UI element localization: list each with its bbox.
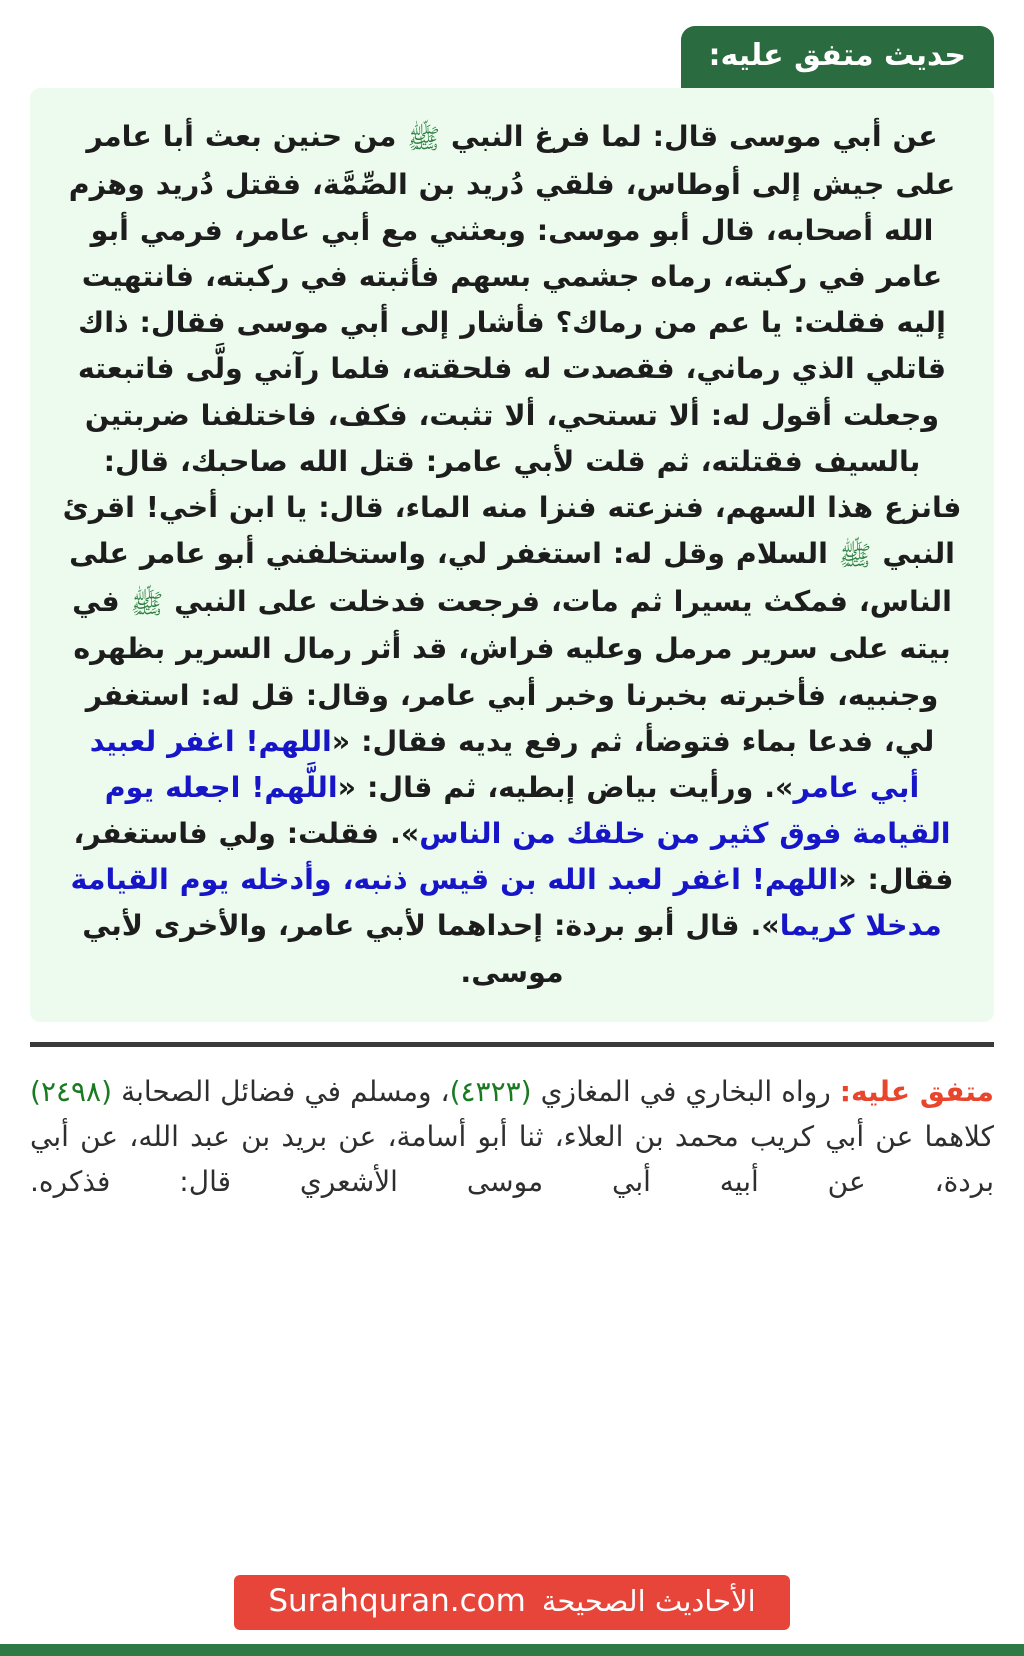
citation-grade-label: متفق عليه: (839, 1074, 994, 1108)
hadith-text-segment: عن أبي موسى قال: لما فرغ النبي (439, 120, 938, 153)
bukhari-reference-number: (٤٣٢٣) (449, 1074, 532, 1108)
citation-part-2: ، ومسلم في فضائل الصحابة (112, 1074, 450, 1108)
hadith-body-text (60, 114, 964, 996)
hadith-grade-badge: حديث متفق عليه: (681, 26, 995, 88)
dua-quotation: اللهم! اغفر لعبد الله بن قيس ذنبه، وأدخله يوم القيامة مدخلا كريما (70, 863, 942, 943)
hadith-text-segment: ». ورأيت بياض إبطيه، ثم قال: « (337, 770, 794, 804)
salawat-icon: ﷺ (838, 540, 872, 572)
footer-branding-bar[interactable] (234, 1575, 789, 1630)
salawat-icon: ﷺ (407, 124, 440, 155)
header-row (0, 0, 1024, 88)
hadith-text-panel (30, 88, 994, 1022)
hadith-text-segment: ». قال أبو بردة: إحداهما لأبي عامر، والأخرى لأبي موسى. (82, 909, 780, 989)
footer-wrap (0, 1575, 1024, 1630)
footer-site-name[interactable]: Surahquran.com (268, 1583, 526, 1619)
takhrij-citation (30, 1047, 994, 1205)
hadith-text-segment: ». فقلت: ولي فاستغفر، فقال: « (73, 817, 954, 897)
hadith-text-segment: السلام وقل له: استغفر لي، واستخلفني أبو عامر على الناس، فمكث يسيرا ثم مات، فرجعت فدخلت على النبي (69, 536, 952, 618)
hadith-text-segment: من حنين بعث أبا عامر على جيش إلى أوطاس، فلقي دُريد بن الصِّمَّة، فقتل دُريد وهزم الله أصحابه، قال أبو موسى: وبعثني مع أبي عامر، فرمي أبو عامر في ركبته، رماه جشمي بسهم فأثبته في ركبته، فانتهيت إليه فقلت: يا عم من رماك؟ فأشار إلى أبي موسى فقال: ذاك قاتلي الذي رماني، فقصدت له فلحقته، فلما رآني ولَّى فاتبعته وجعلت أقول له: ألا تستحي، ألا تثبت، فكف، فاختلفنا ضربتين بالسيف فقتلته، ثم قلت لأبي عامر: قتل الله صاحبك، قال: فانزع هذا السهم، فنزعته فنزا منه الماء، قال: يا ابن أخي! اقرئ النبي (62, 120, 962, 570)
dua-quotation: اللهم! اغفر لعبيد أبي عامر (89, 724, 920, 804)
bottom-accent-strip (0, 1644, 1024, 1656)
footer-arabic-label: الأحاديث الصحيحة (541, 1584, 756, 1618)
citation-part-3: كلاهما عن أبي كريب محمد بن العلاء، ثنا أبو أسامة، عن بريد بن عبد الله، عن أبي بردة، عن أبيه أبي موسى الأشعري قال: فذكره. (30, 1120, 994, 1199)
dua-quotation: اللَّهم! اجعله يوم القيامة فوق كثير من خلقك من الناس (104, 770, 951, 851)
salawat-icon: ﷺ (130, 588, 164, 620)
muslim-reference-number: (٢٤٩٨) (30, 1074, 113, 1108)
citation-part-1: رواه البخاري في المغازي (531, 1074, 840, 1108)
hadith-text-segment: في بيته على سرير مرمل وعليه فراش، قد أثر رمال السرير بظهره وجنبيه، فأخبرته بخبرنا وخبر أبي عامر، وقال: قل له: استغفر لي، فدعا بماء فتوضأ، ثم رفع يديه فقال: « (72, 584, 951, 758)
